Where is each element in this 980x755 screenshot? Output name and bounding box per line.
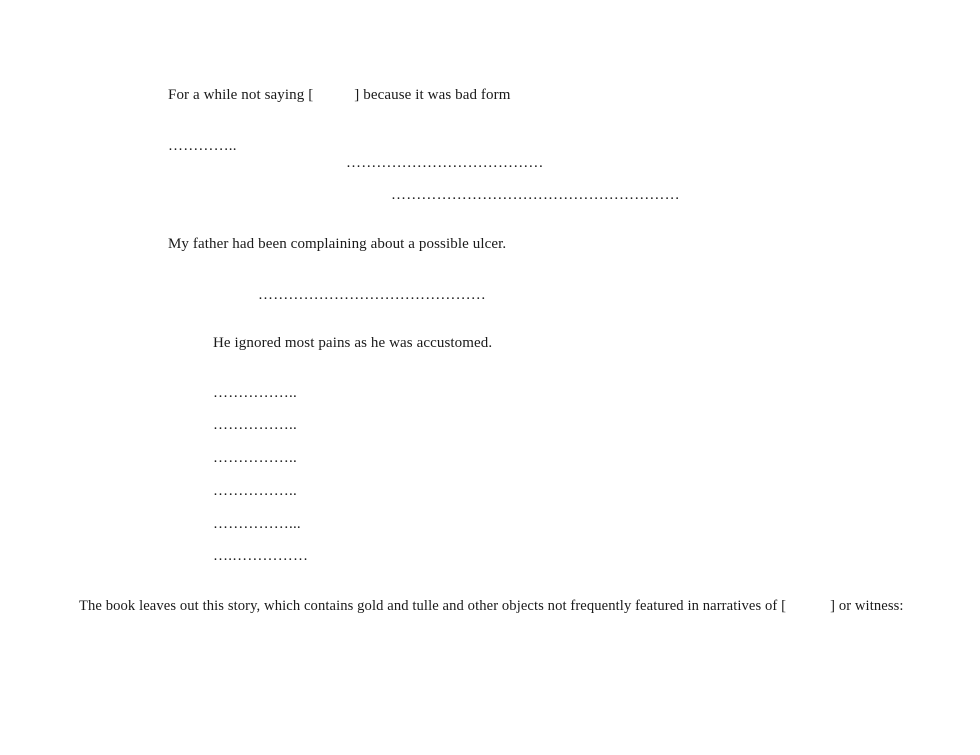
line-pains: He ignored most pains as he was accustomed. [213,335,493,351]
line-bad-form-start: For a while not saying [ [168,87,314,103]
line-bad-form [168,86,511,104]
dot-list-item: ……………... [213,516,301,532]
dotted-line-3: ………………………………………………… [391,187,680,203]
line-book-start: The book leaves out this story, which contains gold and tulle and other objects not frequently featured in narratives of [ [79,598,787,614]
dotted-line-1: ………….. [168,138,237,154]
line-ulcer: My father had been complaining about a possible ulcer. [168,236,507,252]
dotted-line-2: ………………………………… [346,155,544,171]
dot-list-item: …………….. [213,417,297,433]
dot-list-item: …………….. [213,450,297,466]
line-book-leaves-out [79,597,904,615]
line-bad-form-end: ] because it was bad form [354,87,511,103]
line-book-end: ] or witness: [830,598,904,614]
dot-list-item: …………….. [213,385,297,401]
dot-list-item: …………….. [213,483,297,499]
dot-list-item: ….…………… [213,548,309,564]
dotted-line-4: ……………………………………… [258,287,486,303]
